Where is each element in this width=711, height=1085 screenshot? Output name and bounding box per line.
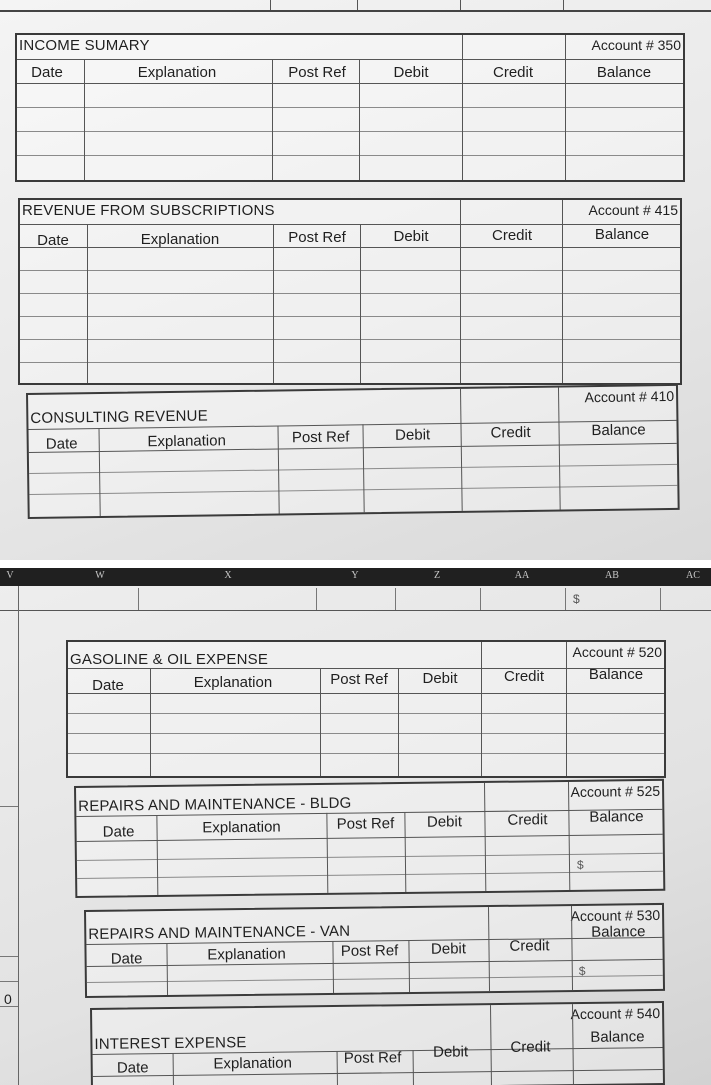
col-date: Date (37, 232, 69, 249)
col-credit: Credit (503, 668, 545, 685)
ledger-income-summary (15, 33, 685, 182)
column-header-w[interactable]: W (95, 570, 105, 581)
column-header-z[interactable]: Z (433, 570, 441, 581)
col-post-ref: Post Ref (336, 815, 395, 833)
col-post-ref: Post Ref (288, 229, 346, 246)
spreadsheet-column-header-bar (0, 568, 711, 586)
ledger-title: REPAIRS AND MAINTENANCE - BLDG (78, 794, 352, 815)
column-header-y[interactable]: Y (351, 570, 359, 581)
ledger-title: INCOME SUMARY (19, 37, 150, 54)
column-header-v[interactable]: V (6, 570, 14, 581)
col-date: Date (31, 64, 63, 81)
col-credit: Credit (491, 227, 533, 244)
ledger-title: REPAIRS AND MAINTENANCE - VAN (88, 922, 351, 943)
account-number: Account # 415 (588, 202, 678, 218)
ledger-gasoline-oil (66, 640, 666, 778)
ledger-title: CONSULTING REVENUE (30, 407, 208, 427)
col-debit: Debit (432, 1043, 469, 1061)
row-header-strip (0, 586, 19, 1085)
account-number: Account # 530 (570, 906, 661, 925)
col-balance: Balance (591, 923, 646, 941)
col-debit: Debit (394, 426, 431, 444)
column-header-aa[interactable]: AA (514, 570, 530, 581)
col-debit: Debit (393, 228, 429, 245)
col-credit: Credit (490, 423, 531, 442)
ledger-repairs-bldg (74, 779, 665, 898)
column-header-ac[interactable]: AC (686, 570, 700, 581)
col-date: Date (102, 823, 135, 841)
col-explanation: Explanation (207, 945, 286, 964)
col-balance: Balance (588, 666, 644, 683)
col-credit: Credit (509, 937, 550, 955)
ledger-consulting-revenue (26, 384, 680, 519)
col-post-ref: Post Ref (291, 428, 350, 447)
currency-symbol: $ (578, 963, 586, 978)
account-number: Account # 525 (570, 782, 661, 800)
account-number: Account # 350 (591, 37, 681, 53)
currency-symbol: $ (576, 857, 584, 872)
account-number: Account # 520 (572, 644, 662, 660)
col-balance: Balance (591, 421, 646, 440)
ledger-interest-expense (90, 1001, 665, 1085)
column-header-ab[interactable]: AB (605, 570, 619, 581)
cut-off-table-top (0, 0, 711, 12)
col-credit: Credit (510, 1038, 551, 1056)
ledger-title: REVENUE FROM SUBSCRIPTIONS (22, 202, 275, 219)
ledger-revenue-subscriptions (18, 198, 682, 385)
col-post-ref: Post Ref (340, 942, 399, 960)
photo-bottom-ledgers (0, 568, 711, 1085)
col-credit: Credit (507, 811, 548, 829)
col-balance: Balance (594, 226, 650, 243)
col-balance: Balance (589, 808, 644, 826)
col-debit: Debit (393, 64, 429, 81)
row-number[interactable]: 0 (4, 991, 12, 1007)
col-explanation: Explanation (140, 231, 220, 248)
col-post-ref: Post Ref (288, 64, 346, 81)
ledger-repairs-van (84, 903, 665, 998)
col-debit: Debit (426, 813, 463, 831)
col-balance: Balance (596, 64, 652, 81)
ledger-title: GASOLINE & OIL EXPENSE (70, 651, 269, 668)
col-post-ref: Post Ref (330, 671, 388, 688)
col-explanation: Explanation (213, 1054, 292, 1073)
spreadsheet-top-row (0, 588, 711, 611)
col-explanation: Explanation (202, 818, 281, 837)
ledger-title: INTEREST EXPENSE (94, 1034, 247, 1053)
col-date: Date (116, 1059, 149, 1077)
col-post-ref: Post Ref (343, 1049, 402, 1067)
col-debit: Debit (422, 670, 458, 687)
col-debit: Debit (430, 940, 467, 958)
col-explanation: Explanation (147, 432, 227, 451)
account-number: Account # 540 (570, 1005, 661, 1023)
col-date: Date (110, 950, 143, 968)
account-number: Account # 410 (584, 387, 675, 406)
col-date: Date (45, 435, 78, 453)
col-date: Date (92, 677, 124, 694)
col-balance: Balance (590, 1028, 645, 1046)
col-explanation: Explanation (193, 674, 273, 691)
col-explanation: Explanation (137, 64, 217, 81)
column-header-x[interactable]: X (224, 570, 232, 581)
col-credit: Credit (492, 64, 534, 81)
currency-symbol: $ (573, 592, 580, 606)
